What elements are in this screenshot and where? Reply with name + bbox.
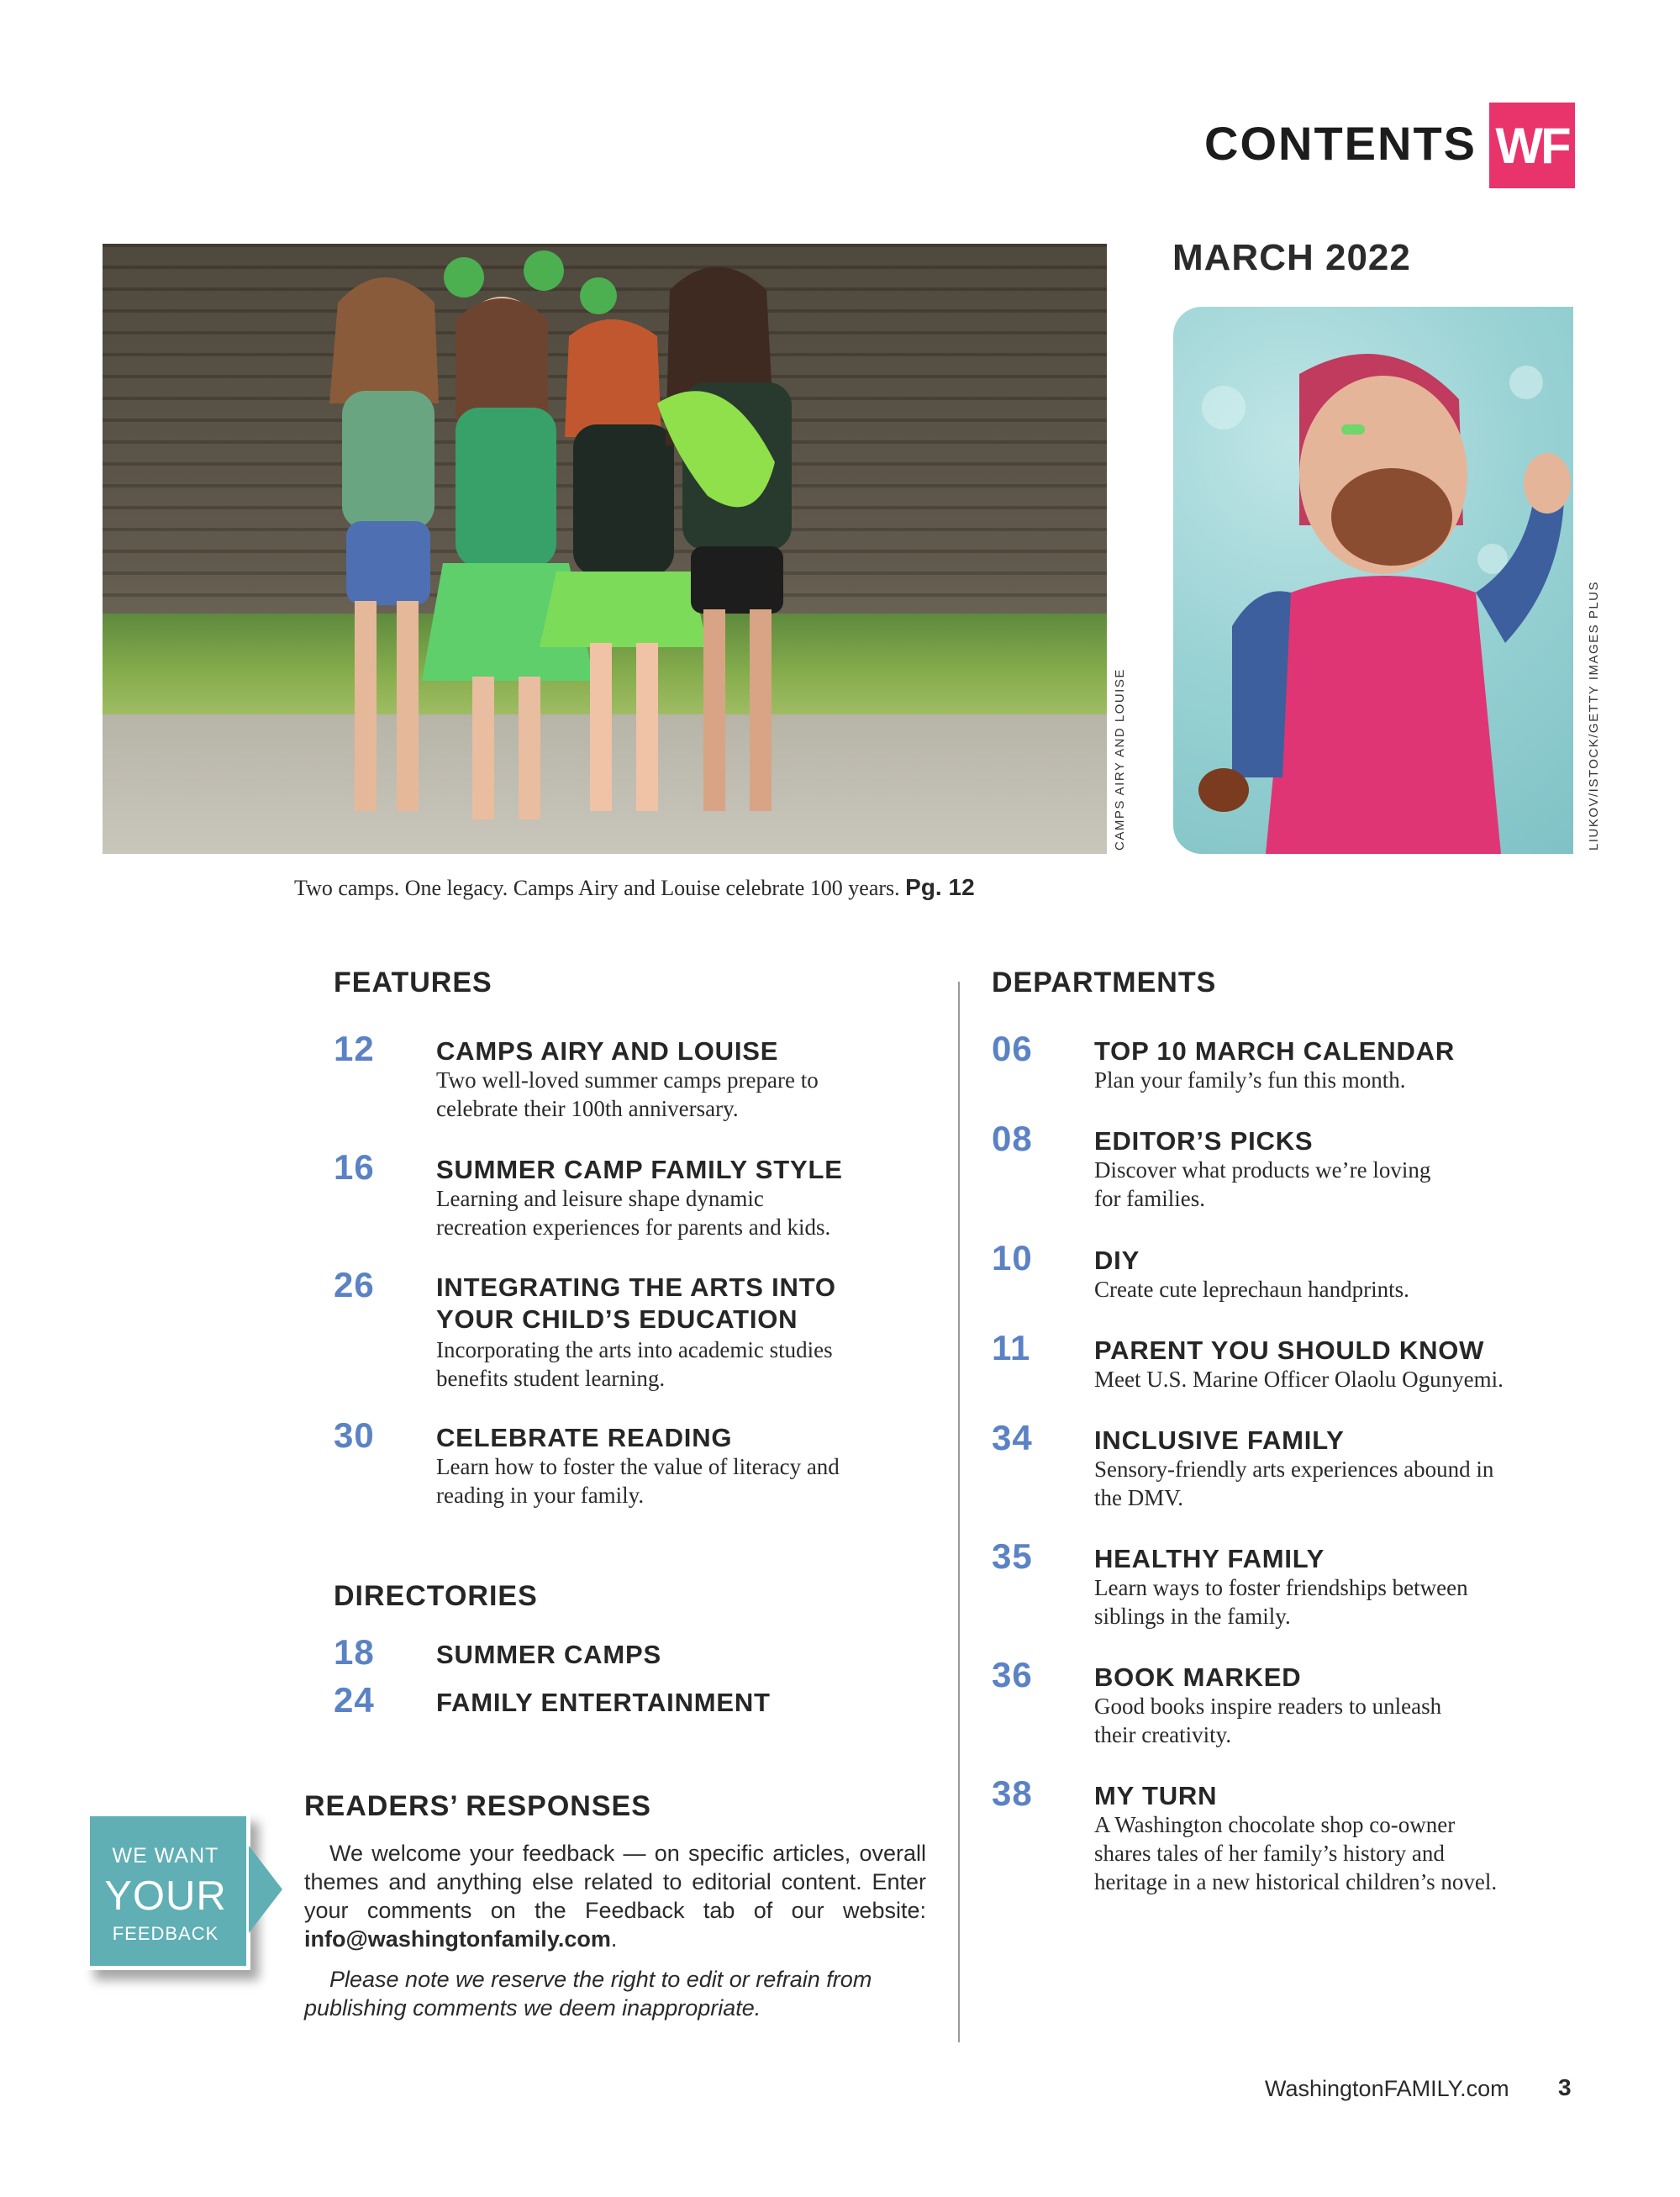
entry-description: Plan your family’s fun this month.	[1094, 1067, 1406, 1093]
entry-description: Incorporating the arts into academic studies	[436, 1337, 833, 1362]
page-number: 35	[992, 1536, 1033, 1576]
entry-title: CAMPS AIRY AND LOUISE	[436, 1036, 779, 1066]
page-number: 16	[334, 1147, 375, 1187]
readers-body	[304, 1839, 926, 1953]
entry-description: Two well-loved summer camps prepare to	[436, 1067, 819, 1093]
page-number-footer: 3	[1558, 2074, 1572, 2100]
entry-title: SUMMER CAMP FAMILY STYLE	[436, 1155, 843, 1184]
entry-title-line2: YOUR CHILD’S EDUCATION	[436, 1304, 798, 1334]
entry-description: Create cute leprechaun handprints.	[1094, 1277, 1409, 1302]
wf-logo: WF	[1489, 103, 1575, 188]
entry-description: celebrate their 100th anniversary.	[436, 1096, 739, 1121]
arrow-right-icon	[249, 1846, 282, 1933]
directories-heading: DIRECTORIES	[334, 1580, 538, 1612]
readers-body-end: .	[610, 1926, 618, 1952]
entry-title: INCLUSIVE FAMILY	[1094, 1425, 1345, 1455]
page-number: 24	[334, 1680, 375, 1720]
readers-heading: READERS’ RESPONSES	[304, 1790, 651, 1822]
caption-text: Two camps. One legacy. Camps Airy and Louise celebrate 100 years.	[294, 876, 900, 900]
page-number: 06	[992, 1029, 1033, 1068]
entry-title: HEALTHY FAMILY	[1094, 1544, 1325, 1573]
page-number: 36	[992, 1655, 1033, 1694]
page-number: 18	[334, 1632, 375, 1672]
entry-description: the DMV.	[1094, 1485, 1184, 1510]
badge-line-2: YOUR	[104, 1873, 227, 1919]
entry-title: PARENT YOU SHOULD KNOW	[1094, 1336, 1485, 1365]
entry-title: TOP 10 MARCH CALENDAR	[1094, 1036, 1456, 1066]
page-number: 12	[334, 1029, 375, 1068]
page-number: 26	[334, 1265, 375, 1304]
departments-heading: DEPARTMENTS	[992, 967, 1217, 998]
entry-title: SUMMER CAMPS	[436, 1640, 661, 1669]
photo-credit-camps: CAMPS AIRY AND LOUISE	[1113, 668, 1127, 851]
caption-page-link[interactable]: Pg. 12	[905, 874, 975, 900]
entry-description: Learning and leisure shape dynamic	[436, 1186, 764, 1211]
features-heading: FEATURES	[334, 967, 492, 998]
entry-title: DIY	[1094, 1246, 1140, 1275]
badge-line-3: FEEDBACK	[112, 1923, 219, 1944]
entry-description: A Washington chocolate shop co-owner	[1094, 1812, 1456, 1837]
entry-description: benefits student learning.	[436, 1366, 666, 1391]
entry-description: Learn ways to foster friendships between	[1094, 1575, 1468, 1600]
entry-description: for families.	[1094, 1186, 1205, 1211]
entry-title: INTEGRATING THE ARTS INTO	[436, 1272, 836, 1302]
painted-child-illustration	[1173, 307, 1573, 854]
feedback-email-link[interactable]: info@washingtonfamily.com	[304, 1926, 611, 1952]
issue-date: MARCH 2022	[1172, 237, 1411, 278]
feedback-badge[interactable]	[81, 1805, 272, 1970]
entry-description: heritage in a new historical children’s novel.	[1094, 1869, 1498, 1894]
photo-credit-getty: LIUKOV/ISTOCK/GETTY IMAGES PLUS	[1587, 580, 1601, 851]
entry-description: reading in your family.	[436, 1483, 645, 1508]
entry-title: FAMILY ENTERTAINMENT	[436, 1688, 771, 1717]
entry-description: Sensory-friendly arts experiences abound in	[1094, 1457, 1494, 1482]
entry-title: CELEBRATE READING	[436, 1423, 733, 1452]
entry-title: BOOK MARKED	[1094, 1662, 1302, 1692]
page-number: 38	[992, 1773, 1033, 1813]
page-number: 11	[992, 1328, 1031, 1367]
column-divider	[958, 982, 960, 2042]
entry-description: Learn how to foster the value of literacy and	[436, 1454, 840, 1479]
page-number: 10	[992, 1238, 1033, 1278]
entry-description: their creativity.	[1094, 1722, 1232, 1747]
footer-website[interactable]: WashingtonFAMILY.com	[1265, 2076, 1509, 2101]
page-title: CONTENTS	[1204, 117, 1477, 170]
child-photo	[1173, 307, 1573, 854]
entry-description: Meet U.S. Marine Officer Olaolu Ogunyemi.	[1094, 1367, 1504, 1392]
entry-title: EDITOR’S PICKS	[1094, 1126, 1314, 1156]
page-number: 30	[334, 1415, 375, 1455]
badge-line-1: WE WANT	[112, 1844, 219, 1868]
photo-caption	[294, 874, 1109, 901]
readers-paragraph	[304, 1839, 926, 1953]
page-number: 34	[992, 1418, 1033, 1457]
entry-description: shares tales of her family’s history and	[1094, 1841, 1445, 1866]
readers-note: Please note we reserve the right to edit or refrain from publishing comments we deem inappropriate.	[304, 1967, 872, 2021]
campers-illustration	[103, 244, 1107, 854]
entry-description: siblings in the family.	[1094, 1604, 1291, 1629]
entry-description: Good books inspire readers to unleash	[1094, 1694, 1442, 1719]
entry-description: recreation experiences for parents and kids.	[436, 1214, 831, 1240]
entry-title: MY TURN	[1094, 1781, 1218, 1810]
camp-photo	[103, 244, 1107, 854]
readers-body-text: We welcome your feedback — on specific articles, overall themes and anything else related to editorial content. Enter your comments on the Feedback tab of our website:	[304, 1841, 926, 1923]
page-number: 08	[992, 1119, 1033, 1158]
entry-description: Discover what products we’re loving	[1094, 1157, 1431, 1183]
